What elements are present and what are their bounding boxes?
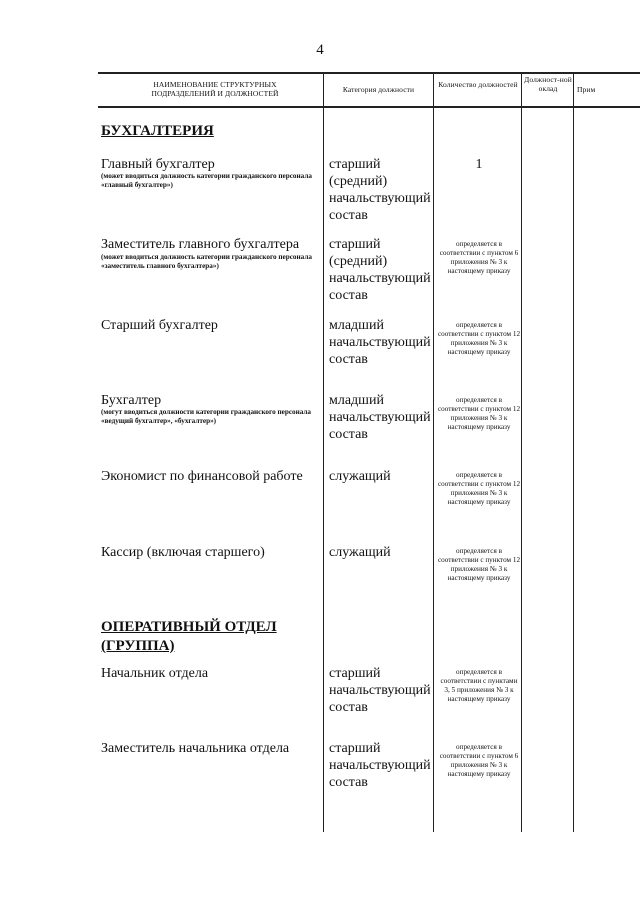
position-quantity: определяется в соответствии с пунктом 12 приложения № 3 к настоящему приказу <box>437 321 521 356</box>
position-quantity: определяется в соответствии с пунктом 12 приложения № 3 к настоящему приказу <box>437 547 521 582</box>
position-title: Старший бухгалтер <box>101 318 218 333</box>
position-title: Бухгалтер <box>101 393 162 408</box>
position-quantity: определяется в соответствии с пунктом 6 приложения № 3 к настоящему приказу <box>439 743 519 778</box>
position-category: старший (средний) начальствующий состав <box>329 157 431 223</box>
position-quantity: определяется в соответствии с пунктом 12 приложения № 3 к настоящему приказу <box>437 396 521 431</box>
position-title: Начальник отдела <box>101 666 209 681</box>
position-category: старший начальствующий состав <box>329 741 431 790</box>
section-title-operations-line2: (ГРУППА) <box>101 638 175 654</box>
position-quantity: определяется в соответствии с пунктом 12 приложения № 3 к настоящему приказу <box>437 471 521 506</box>
position-category: старший начальствующий состав <box>329 666 431 715</box>
column-divider-3 <box>521 72 522 832</box>
section-title-accounting: БУХГАЛТЕРИЯ <box>101 123 214 139</box>
header-col-note: Прим <box>577 85 596 94</box>
position-title: Заместитель начальника отдела <box>101 741 290 756</box>
position-title: Заместитель главного бухгалтера <box>101 237 300 252</box>
page-number: 4 <box>316 42 324 58</box>
header-col-salary: Должност-ной оклад <box>524 75 572 93</box>
position-category: старший (средний) начальствующий состав <box>329 237 431 303</box>
column-divider-2 <box>433 72 434 832</box>
position-note: (может вводиться должность категории гражданского персонала «главный бухгалтер») <box>101 172 312 189</box>
table-top-rule <box>98 72 640 74</box>
position-note: (может вводиться должность категории гражданского персонала «заместитель главного бухгалтера») <box>101 253 312 270</box>
position-title: Главный бухгалтер <box>101 157 215 172</box>
header-col-name: НАИМЕНОВАНИЕ СТРУКТУРНЫХ ПОДРАЗДЕЛЕНИЙ И ДОЛЖНОСТЕЙ <box>151 80 279 98</box>
position-title: Экономист по финансовой работе <box>101 469 303 484</box>
column-divider-4 <box>573 72 574 832</box>
position-quantity: определяется в соответствии с пунктами 3, 5 приложения № 3 к настоящему приказу <box>440 668 518 703</box>
position-category: служащий <box>329 469 391 484</box>
column-divider-1 <box>323 72 324 832</box>
position-quantity: определяется в соответствии с пунктом 6 приложения № 3 к настоящему приказу <box>439 240 519 275</box>
header-bottom-rule <box>98 106 640 108</box>
position-title: Кассир (включая старшего) <box>101 545 265 560</box>
position-category: младший начальствующий состав <box>329 318 431 367</box>
header-col-category: Категория должности <box>342 85 415 94</box>
header-col-quantity: Количество должностей <box>438 80 518 89</box>
section-title-operations: ОПЕРАТИВНЫЙ ОТДЕЛ <box>101 619 277 635</box>
position-quantity: 1 <box>475 157 483 172</box>
position-note: (могут вводиться должности категории гражданского персонала «ведущий бухгалтер», «бухгалтер») <box>101 408 312 425</box>
position-category: служащий <box>329 545 391 560</box>
position-category: младший начальствующий состав <box>329 393 431 442</box>
